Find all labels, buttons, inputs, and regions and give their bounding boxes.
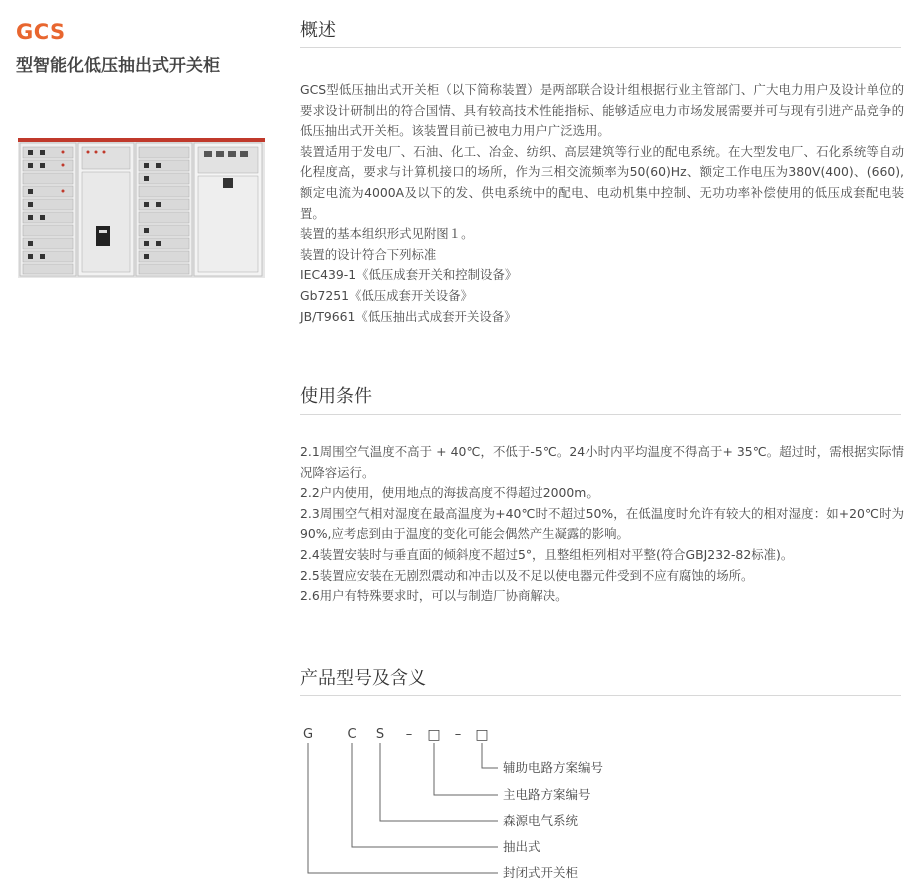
overview-paragraph: GCS型低压抽出式开关柜（以下简称装置）是两部联合设计组根据行业主管部门、广大电力用户及设计单位的要求设计研制出的符合国情、具有较高技术性能指标、能够适应电力市场发展需要并可与现有引进产品竞争的低压抽出式开关柜。该装置目前已被电力用户广泛选用。	[300, 82, 904, 139]
condition-item: 2.3周围空气相对湿度在最高温度为+40℃时不超过50%，在低温度时允许有较大的相对湿度：如+20℃时为90%,应考虑到由于温度的变化可能会偶然产生凝露的影响。	[300, 505, 904, 542]
code-char-g: G	[302, 727, 314, 742]
standard-item: JB/T9661《低压抽出式成套开关设备》	[300, 308, 517, 324]
conditions-text	[300, 442, 904, 607]
condition-item: 2.2户内使用，使用地点的海拔高度不得超过2000m。	[300, 485, 599, 501]
condition-item: 2.5装置应安装在无剧烈震动和冲击以及不足以使电器元件受到不应有腐蚀的场所。	[300, 567, 754, 583]
product-subtitle: 型智能化低压抽出式开关柜	[16, 56, 220, 76]
condition-item: 2.1周围空气温度不高于 + 40℃，不低于-5℃。24小时内平均温度不得高于+ 35℃。超过时，需根据实际情况降容运行。	[300, 444, 904, 480]
section-title-conditions: 使用条件	[300, 386, 372, 407]
code-char-c: C	[347, 727, 357, 742]
meaning-main-circuit: 主电路方案编号	[503, 787, 591, 802]
section-divider	[300, 695, 901, 696]
meaning-drawout: 抽出式	[503, 839, 541, 854]
code-dash: –	[405, 727, 413, 742]
overview-paragraph: 装置的基本组织形式见附图１。	[300, 226, 474, 242]
leader-line	[482, 743, 498, 768]
condition-item: 2.6用户有特殊要求时，可以与制造厂协商解决。	[300, 588, 568, 604]
code-box-aux: □	[475, 727, 489, 743]
leader-line	[380, 743, 498, 821]
section-divider	[300, 414, 901, 415]
meaning-enclosed: 封闭式开关柜	[503, 865, 579, 880]
code-box-main: □	[427, 727, 441, 743]
standard-item: Gb7251《低压成套开关设备》	[300, 287, 473, 303]
section-title-model: 产品型号及含义	[300, 668, 426, 689]
code-dash: –	[454, 727, 462, 742]
brand-title: GCS	[16, 20, 66, 44]
overview-paragraph: 装置适用于发电厂、石油、化工、冶金、纺织、高层建筑等行业的配电系统。在大型发电厂、石化系统等自动化程度高，要求与计算机接口的场所，作为三相交流频率为50(60)Hz、额定工作电压为380V(400)、(660),额定电流为4000A及以下的发、供电系统中的配电、电动机集中控制、无功功率补偿使用的低压成套配电装置。	[300, 143, 904, 221]
condition-item: 2.4装置安装时与垂直面的倾斜度不超过5°，且整组柜列相对平整(符合GBJ232-82标准)。	[300, 546, 794, 562]
switchgear-cabinet-image	[18, 138, 265, 278]
leader-line	[434, 743, 498, 795]
standard-item: IEC439-1《低压成套开关和控制设备》	[300, 267, 518, 283]
leader-line	[308, 743, 498, 873]
model-code-diagram	[298, 718, 618, 888]
code-char-s: S	[375, 727, 385, 742]
overview-paragraph: 装置的设计符合下列标准	[300, 246, 437, 262]
meaning-system: 森源电气系统	[503, 813, 579, 828]
section-title-overview: 概述	[300, 20, 336, 41]
overview-text	[300, 80, 904, 327]
section-divider	[300, 47, 901, 48]
meaning-aux-circuit: 辅助电路方案编号	[503, 760, 604, 775]
